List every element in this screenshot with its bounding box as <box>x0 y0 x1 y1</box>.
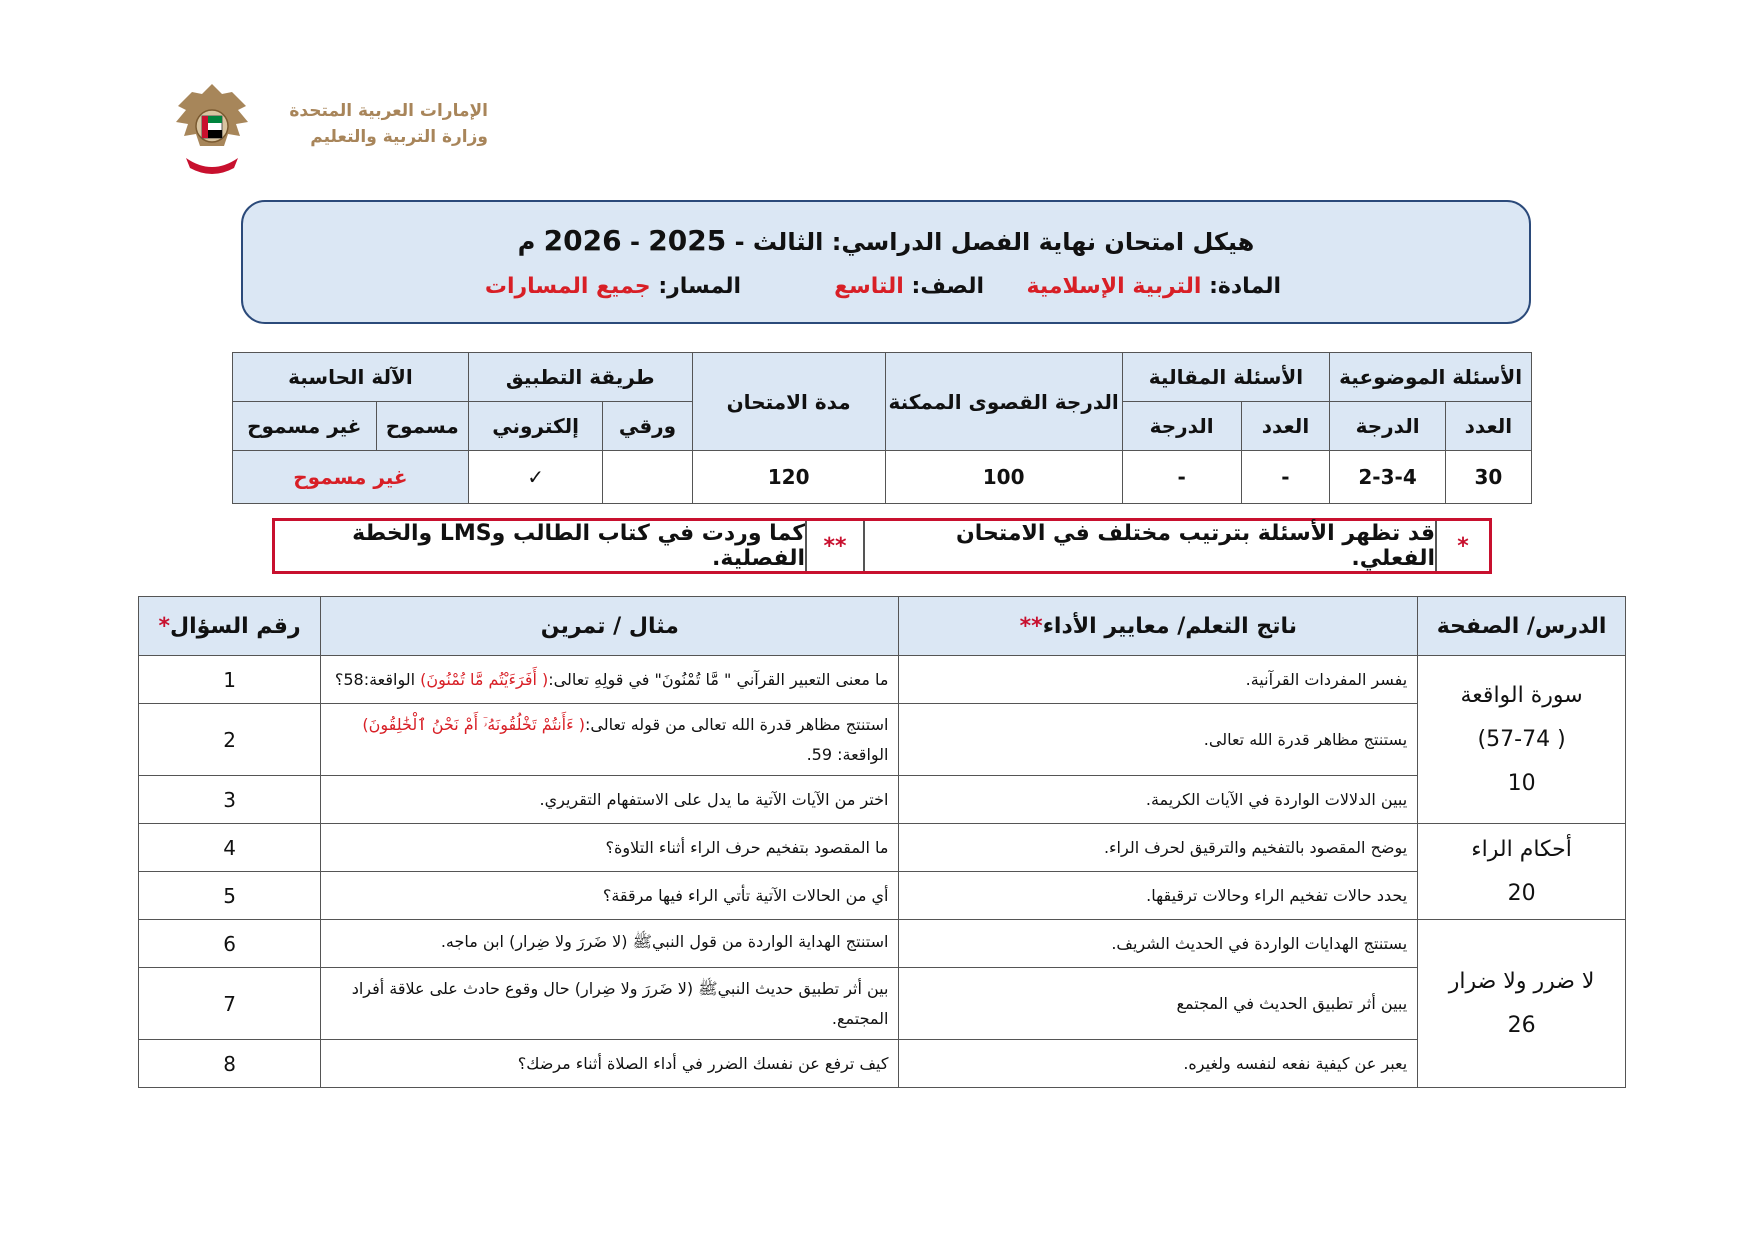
objective-count-header: العدد <box>1445 402 1531 451</box>
paper-header: ورقي <box>603 402 692 451</box>
lesson-header: الدرس/ الصفحة <box>1418 597 1626 656</box>
allowed-header: مسموح <box>376 402 468 451</box>
subject-value: التربية الإسلامية <box>1026 274 1202 299</box>
table-row <box>139 872 1626 920</box>
lesson-cell: لا ضرر ولا ضرار 26 <box>1418 920 1626 1088</box>
exam-header-box <box>241 200 1531 324</box>
example-cell: اختر من الآيات الآتية ما يدل على الاستفهام التقريري. <box>321 776 899 824</box>
objective-header: الأسئلة الموضوعية <box>1330 353 1532 402</box>
question-number: 4 <box>139 824 321 872</box>
outcome-cell: يستنتج مظاهر قدرة الله تعالى. <box>899 704 1418 776</box>
table-row <box>139 776 1626 824</box>
example-cell: أي من الحالات الآتية تأتي الراء فيها مرققة؟ <box>321 872 899 920</box>
outcome-cell: يفسر المفردات القرآنية. <box>899 656 1418 704</box>
essay-count-value: - <box>1241 451 1330 504</box>
table-row <box>139 656 1626 704</box>
track-info: المسار: جميع المسارات <box>484 274 741 299</box>
calculator-header: الآلة الحاسبة <box>233 353 469 402</box>
essay-header: الأسئلة المقالية <box>1122 353 1330 402</box>
question-number: 8 <box>139 1040 321 1088</box>
table-row <box>139 824 1626 872</box>
electronic-check-icon: ✓ <box>468 451 602 504</box>
lesson-cell: أحكام الراء 20 <box>1418 824 1626 920</box>
exam-title: هيكل امتحان نهاية الفصل الدراسي: الثالث - 2025 - 2026 م <box>517 224 1255 257</box>
grade-value: التاسع <box>834 274 904 299</box>
electronic-header: إلكتروني <box>468 402 602 451</box>
question-number: 7 <box>139 968 321 1040</box>
question-number: 6 <box>139 920 321 968</box>
track-value: جميع المسارات <box>484 274 651 299</box>
example-cell: كيف ترفع عن نفسك الضرر في أداء الصلاة أثناء مرضك؟ <box>321 1040 899 1088</box>
notes-box <box>272 518 1492 574</box>
paper-value <box>603 451 692 504</box>
not-allowed-header: غير مسموح <box>233 402 377 451</box>
example-cell: استنتج الهداية الواردة من قول النبيﷺ (لا ضَررَ ولا ضِرار) ابن ماجه. <box>321 920 899 968</box>
outcome-cell: يستنتج الهدايات الواردة في الحديث الشريف. <box>899 920 1418 968</box>
table-row <box>139 1040 1626 1088</box>
example-cell: ما المقصود بتفخيم حرف الراء أثناء التلاوة؟ <box>321 824 899 872</box>
outcome-cell: يحدد حالات تفخيم الراء وحالات ترقيقها. <box>899 872 1418 920</box>
year-start: 2025 <box>648 224 727 257</box>
example-header: مثال / تمرين <box>321 597 899 656</box>
max-score-header: الدرجة القصوى الممكنة <box>885 353 1122 451</box>
note2-marker: ** <box>805 521 863 571</box>
exam-summary-table <box>232 352 1532 504</box>
uae-emblem-logo <box>172 80 252 180</box>
method-header: طريقة التطبيق <box>468 353 692 402</box>
ministry-line1: الإمارات العربية المتحدة <box>289 101 488 121</box>
note1-text: قد تظهر الأسئلة بترتيب مختلف في الامتحان الفعلي. <box>863 521 1435 571</box>
duration-value: 120 <box>692 451 885 504</box>
outcome-cell: يبين أثر تطبيق الحديث في المجتمع <box>899 968 1418 1040</box>
objective-count-value: 30 <box>1445 451 1531 504</box>
calculator-value: غير مسموح <box>233 451 469 504</box>
outcome-header: ناتج التعلم/ معايير الأداء** <box>899 597 1418 656</box>
subject-info: المادة: التربية الإسلامية <box>1026 274 1281 299</box>
year-end: 2026 <box>543 224 622 257</box>
grade-info: الصف: التاسع <box>834 274 984 299</box>
outcome-cell: يبين الدلالات الواردة في الآيات الكريمة. <box>899 776 1418 824</box>
example-cell: ما معنى التعبير القرآني " مَّا تُمْنُونَ" في قولِهِ تعالى:( أَفَرَءَيْتُم مَّا تُمْنُونَ) الواقعة:58؟ <box>321 656 899 704</box>
ministry-name <box>268 98 488 150</box>
objective-score-header: الدرجة <box>1330 402 1446 451</box>
essay-count-header: العدد <box>1241 402 1330 451</box>
outcome-cell: يعبر عن كيفية نفعه لنفسه ولغيره. <box>899 1040 1418 1088</box>
duration-header: مدة الامتحان <box>692 353 885 451</box>
objective-score-value: 2-3-4 <box>1330 451 1446 504</box>
question-number: 2 <box>139 704 321 776</box>
essay-score-header: الدرجة <box>1122 402 1241 451</box>
lesson-cell: سورة الواقعة ( 57-74) 10 <box>1418 656 1626 824</box>
example-cell: استنتج مظاهر قدرة الله تعالى من قوله تعالى:( ءَأَنتُمْ تَخْلُقُونَهُۥٓ أَمْ نَحْنُ ٱلْخَٰلِقُونَ) الواقعة: 59. <box>321 704 899 776</box>
ministry-line2: وزارة التربية والتعليم <box>310 127 488 147</box>
question-number: 5 <box>139 872 321 920</box>
note1-marker: * <box>1435 521 1489 571</box>
table-row <box>139 704 1626 776</box>
qnum-header: رقم السؤال* <box>139 597 321 656</box>
outcome-cell: يوضح المقصود بالتفخيم والترقيق لحرف الراء. <box>899 824 1418 872</box>
question-number: 1 <box>139 656 321 704</box>
table-row <box>139 920 1626 968</box>
example-cell: بين أثر تطبيق حديث النبيﷺ (لا ضَررَ ولا ضِرار) حال وقوع حادث على علاقة أفراد المجتمع. <box>321 968 899 1040</box>
exam-structure-table <box>138 596 1626 1088</box>
question-number: 3 <box>139 776 321 824</box>
essay-score-value: - <box>1122 451 1241 504</box>
max-score-value: 100 <box>885 451 1122 504</box>
table-row <box>139 968 1626 1040</box>
note2-text: كما وردت في كتاب الطالب وLMS والخطة الفصلية. <box>352 521 805 571</box>
